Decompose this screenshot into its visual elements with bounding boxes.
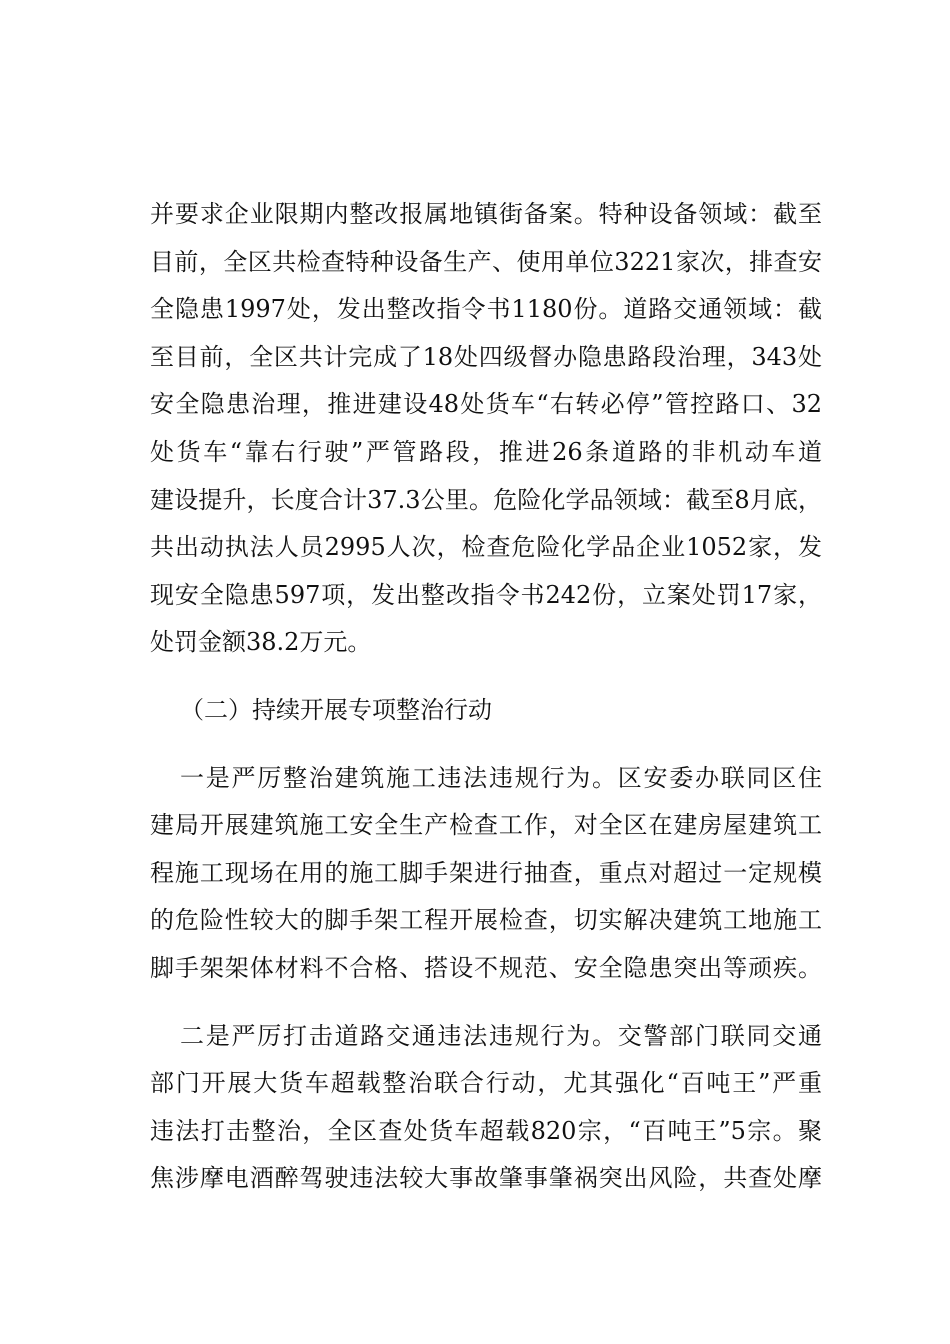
text-line: 现安全隐患597项，发出整改指令书242份，立案处罚17家， — [150, 580, 822, 609]
text-line: 二是严厉打击道路交通违法违规行为。交警部门联同交通 — [180, 1021, 822, 1050]
section-heading — [150, 687, 822, 735]
paragraph-inspection-results — [150, 191, 822, 667]
section-heading-text: （二）持续开展专项整治行动 — [180, 695, 492, 724]
text-line: 建局开展建筑施工安全生产检查工作，对全区在建房屋建筑工 — [150, 811, 822, 840]
text-line: 脚手架架体材料不合格、搭设不规范、安全隐患突出等顽疾。 — [150, 953, 822, 982]
text-line: 全隐患1997处，发出整改指令书1180份。道路交通领域：截 — [150, 295, 822, 324]
document-body — [150, 191, 822, 1223]
text-line: 安全隐患治理，推进建设48处货车“右转必停”管控路口、32 — [150, 390, 822, 419]
text-line: 部门开展大货车超载整治联合行动，尤其强化“百吨王”严重 — [150, 1069, 822, 1098]
text-line: 焦涉摩电酒醉驾驶违法较大事故肇事肇祸突出风险，共查处摩 — [150, 1164, 822, 1193]
text-line: 至目前，全区共计完成了18处四级督办隐患路段治理，343处 — [150, 342, 822, 371]
text-line: 的危险性较大的脚手架工程开展检查，切实解决建筑工地施工 — [150, 906, 822, 935]
paragraph-construction — [150, 755, 822, 993]
text-line: 目前，全区共检查特种设备生产、使用单位3221家次，排查安 — [150, 247, 822, 276]
text-line: 处货车“靠右行驶”严管路段，推进26条道路的非机动车道 — [150, 437, 822, 466]
paragraph-road-traffic — [150, 1013, 822, 1203]
text-line: 并要求企业限期内整改报属地镇街备案。特种设备领域：截至 — [150, 200, 822, 228]
text-line: 共出动执法人员2995人次，检查危险化学品企业1052家，发 — [150, 533, 822, 562]
text-line: 程施工现场在用的施工脚手架进行抽查，重点对超过一定规模 — [150, 858, 822, 887]
text-line: 处罚金额38.2万元。 — [150, 628, 372, 657]
text-line: 建设提升，长度合计37.3公里。危险化学品领域：截至8月底， — [150, 485, 822, 514]
text-line: 一是严厉整治建筑施工违法违规行为。区安委办联同区住 — [180, 763, 822, 792]
text-line: 违法打击整治，全区查处货车超载820宗，“百吨王”5宗。聚 — [150, 1116, 822, 1145]
